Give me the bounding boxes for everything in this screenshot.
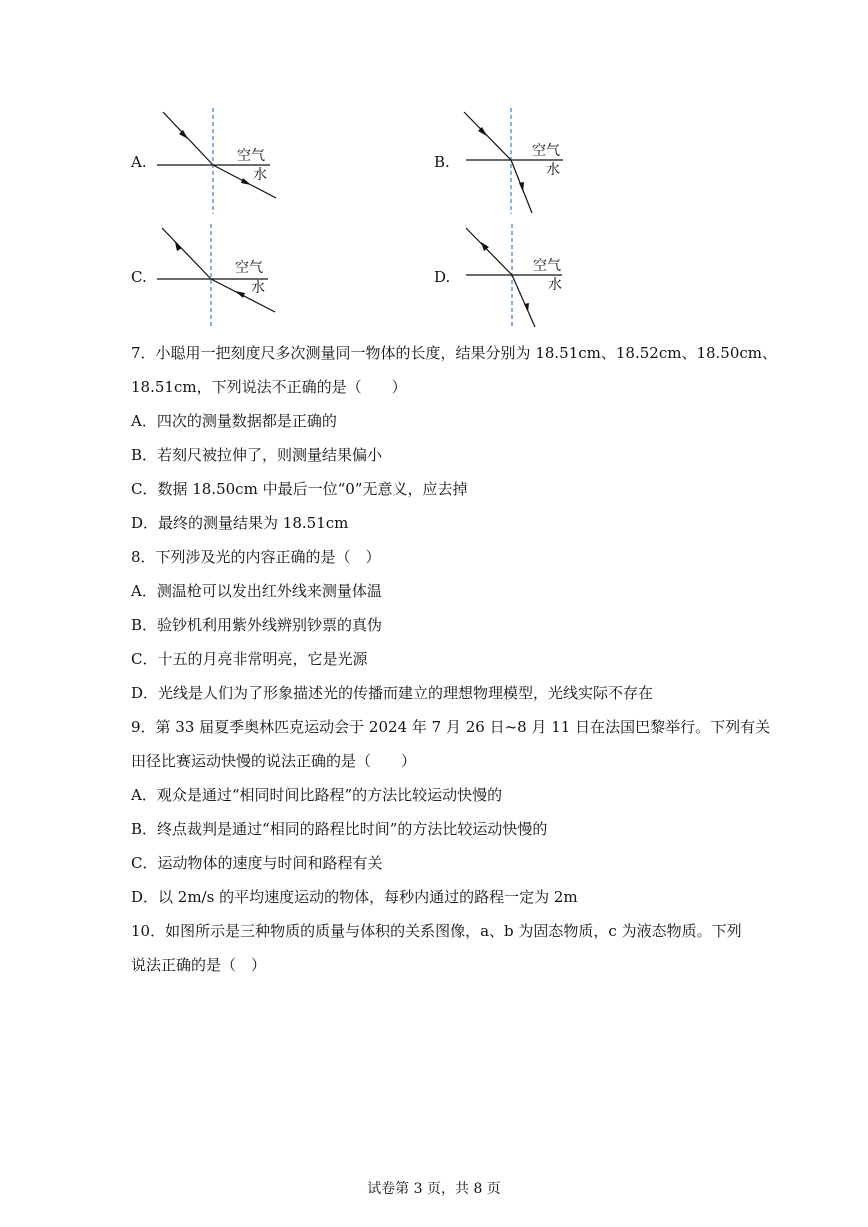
- option-a-letter: A.: [131, 153, 147, 171]
- option-d-letter: D.: [434, 268, 451, 286]
- refraction-diagram-c: [155, 224, 285, 329]
- q9-option-d: D．以 2m/s 的平均速度运动的物体，每秒内通过的路程一定为 2m: [131, 888, 578, 906]
- page-footer: 试卷第 3 页，共 8 页: [367, 1181, 501, 1197]
- option-c-letter: C.: [131, 268, 147, 286]
- refracted-ray: [466, 228, 512, 275]
- q8-option-a: A．测温枪可以发出红外线来测量体温: [131, 582, 382, 600]
- incident-ray: [464, 112, 511, 160]
- q9-stem-line1: 9．第 33 届夏季奥林匹克运动会于 2024 年 7 月 26 日~8 月 11 日在法国巴黎举行。下列有关: [131, 718, 771, 736]
- q8-option-c: C．十五的月亮非常明亮，它是光源: [131, 650, 368, 668]
- arrow-icon: [179, 130, 188, 139]
- refraction-diagram-b: [458, 108, 588, 218]
- refraction-diagram-a: [155, 108, 285, 218]
- refraction-diagram-d: [458, 224, 588, 329]
- q8-option-d: D．光线是人们为了形象描述光的传播而建立的理想物理模型，光线实际不存在: [131, 684, 654, 702]
- q8-option-b: B．验钞机利用紫外线辨别钞票的真伪: [131, 616, 383, 634]
- incident-ray: [512, 275, 535, 327]
- q7-option-b: B．若刻尺被拉伸了，则测量结果偏小: [131, 446, 383, 464]
- q7-stem-line2: 18.51cm，下列说法不正确的是（ ）: [131, 378, 407, 396]
- q9-stem-line2: 田径比赛运动快慢的说法正确的是（ ）: [131, 752, 417, 770]
- label-air: 空气: [237, 148, 265, 164]
- q10-stem-line1: 10．如图所示是三种物质的质量与体积的关系图像，a、b 为固态物质，c 为液态物质。下列: [131, 922, 742, 940]
- label-water: 水: [548, 277, 562, 293]
- arrow-icon: [241, 178, 251, 185]
- incident-ray: [163, 112, 213, 165]
- arrow-icon: [175, 242, 182, 251]
- refracted-ray: [162, 228, 211, 279]
- q9-option-a: A．观众是通过“相同时间比路程”的方法比较运动快慢的: [131, 786, 503, 804]
- label-air: 空气: [532, 143, 560, 159]
- label-water: 水: [546, 162, 560, 178]
- label-air: 空气: [533, 258, 561, 274]
- label-air: 空气: [235, 260, 263, 276]
- arrow-icon: [235, 291, 245, 298]
- label-water: 水: [251, 280, 265, 296]
- label-water: 水: [253, 167, 267, 183]
- q9-option-b: B．终点裁判是通过“相同的路程比时间”的方法比较运动快慢的: [131, 820, 548, 838]
- q10-stem-line2: 说法正确的是（ ）: [131, 956, 267, 974]
- q8-stem: 8．下列涉及光的内容正确的是（ ）: [131, 548, 381, 566]
- q7-stem-line1: 7．小聪用一把刻度尺多次测量同一物体的长度，结果分别为 18.51cm、18.52cm、18.50cm、: [131, 344, 778, 362]
- q7-option-d: D．最终的测量结果为 18.51cm: [131, 514, 349, 532]
- q7-option-a: A．四次的测量数据都是正确的: [131, 412, 337, 430]
- option-b-letter: B.: [434, 153, 450, 171]
- q7-option-c: C．数据 18.50cm 中最后一位“0”无意义，应去掉: [131, 480, 468, 498]
- q9-option-c: C．运动物体的速度与时间和路程有关: [131, 854, 383, 872]
